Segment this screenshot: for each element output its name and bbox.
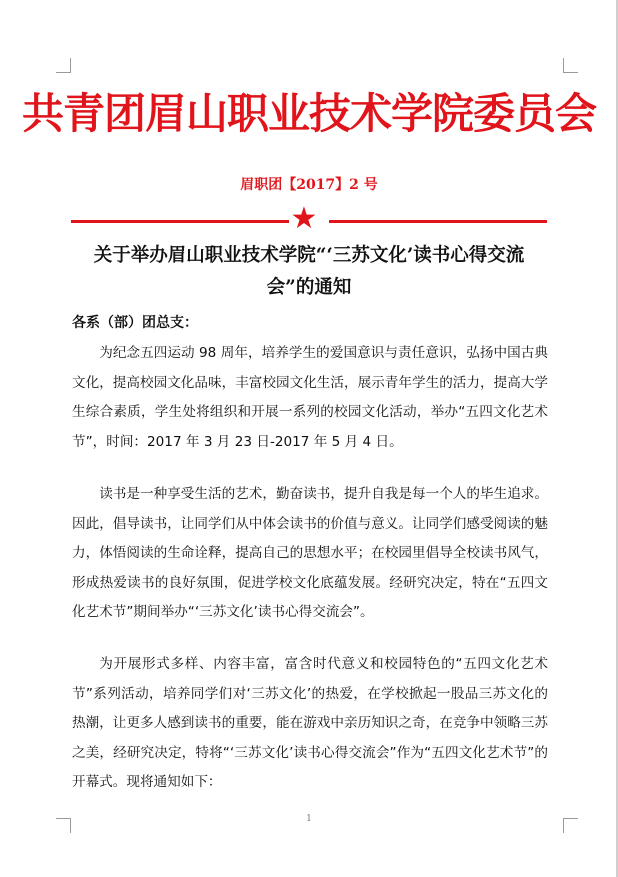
crop-mark-top-left — [56, 58, 71, 73]
body-paragraph: 读书是一种享受生活的艺术，勤奋读书，提升自我是每一个人的毕生追求。因此，倡导读书，让同学们从中体会读书的价值与意义。让同学们感受阅读的魅力，体悟阅读的生命诠释，提高自己的思想水平；在校园里倡导全校读书风气，形成热爱读书的良好氛围，促进学校文化底蕴发展。经研究决定，特在“五四文化艺术节”期间举办“‘三苏文化’读书心得交流会”。 — [72, 486, 548, 620]
body-paragraph: 为开展形式多样、内容丰富，富含时代意义和校园特色的“五四文化艺术节”系列活动，培养同学们对‘三苏文化’的热爱，在学校掀起一股品三苏文化的热潮，让更多人感到读书的重要，能在游戏中亲历知识之奇，在竞争中领略三苏之美，经研究决定，特将“‘三苏文化’读书心得交流会”作为“五四文化艺术节”的开幕式。现将通知如下： — [72, 656, 548, 790]
organization-title: 共青团眉山职业技术学院委员会 — [21, 89, 596, 138]
document-number: 眉职团【2017】2 号 — [240, 177, 378, 193]
salutation: 各系（部）团总支： — [72, 315, 198, 331]
crop-mark-top-right — [563, 58, 578, 73]
red-rule-left — [71, 220, 289, 223]
page-number: 1 — [306, 814, 312, 824]
body-paragraph: 为纪念五四运动 98 周年，培养学生的爱国意识与责任意识，弘扬中国古典文化，提高校园文化品味，丰富校园文化生活，展示青年学生的活力，提高大学生综合素质，学生处将组织和开展一系列的校园文化活动，举办“五四文化艺术节”，时间：2017 年 3 月 23 日-2017 年 5 月 4 日。 — [72, 345, 548, 450]
red-rule-right — [329, 220, 547, 223]
red-star-icon: ★ — [290, 201, 318, 236]
notice-title: 关于举办眉山职业技术学院“‘三苏文化’读书心得交流会”的通知 — [93, 245, 525, 298]
